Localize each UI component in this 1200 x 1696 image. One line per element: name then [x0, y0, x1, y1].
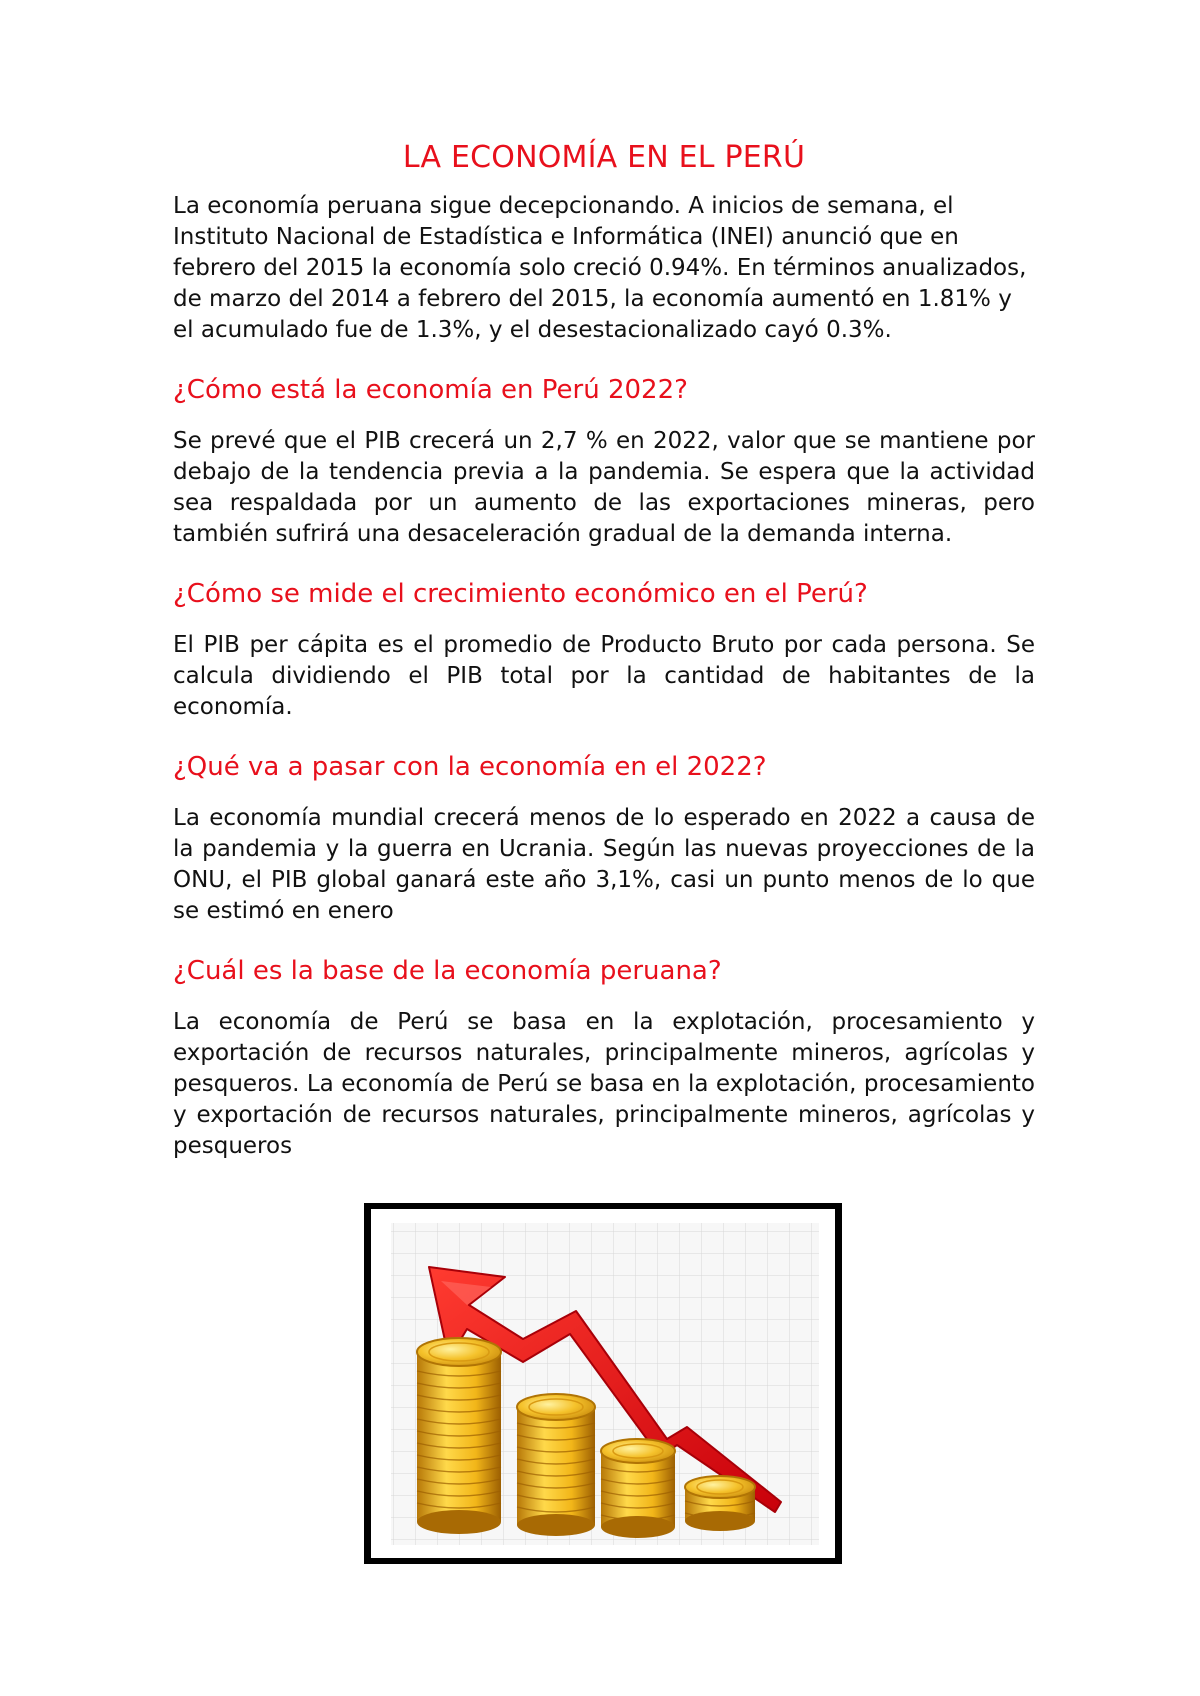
- section-body-base-economia: La economía de Perú se basa en la explotación, procesamiento y exportación de recursos naturales, principalmente mineros, agrícolas y pesqueros. La economía de Perú se basa en la explotación, procesamiento y exportación de recursos naturales, principalmente mineros, agrícolas y pesqueros: [173, 1009, 1035, 1159]
- coin-stack-large-icon: [417, 1338, 501, 1534]
- coin-stack-tiny-icon: [685, 1476, 755, 1531]
- section-body-economia-2022: Se prevé que el PIB crecerá un 2,7 % en 2022, valor que se mantiene por debajo de la tendencia previa a la pandemia. Se espera que la actividad sea respaldada por un aumento de las exportaciones mineras, pero también sufrirá una desaceleración gradual de la demanda interna.: [173, 428, 1035, 547]
- coins-arrow-illustration-icon: [371, 1209, 835, 1558]
- section-heading-base-economia: ¿Cuál es la base de la economía peruana?: [173, 956, 722, 986]
- illustration-frame: [364, 1203, 842, 1564]
- document-title: LA ECONOMÍA EN EL PERÚ: [402, 140, 806, 175]
- section-heading-crecimiento: ¿Cómo se mide el crecimiento económico en el Perú?: [173, 579, 868, 609]
- intro-paragraph: La economía peruana sigue decepcionando. A inicios de semana, el Instituto Nacional de Estadística e Informática (INEI) anunció que en febrero del 2015 la economía solo creció 0.94%. En términos anualizados, de marzo del 2014 a febrero del 2015, la economía aumentó en 1.81% y el acumulado fue de 1.3%, y el desestacionalizado cayó 0.3%.: [173, 193, 1027, 343]
- coin-stack-medium-icon: [517, 1394, 595, 1536]
- section-heading-futuro-2022: ¿Qué va a pasar con la economía en el 2022?: [173, 752, 767, 782]
- coin-stack-small-icon: [601, 1439, 675, 1538]
- illustration-canvas: [371, 1209, 835, 1558]
- section-heading-economia-2022: ¿Cómo está la economía en Perú 2022?: [173, 375, 688, 405]
- section-body-crecimiento: El PIB per cápita es el promedio de Producto Bruto por cada persona. Se calcula dividiendo el PIB total por la cantidad de habitantes de la economía.: [173, 632, 1035, 720]
- document-page: [173, 140, 1035, 1162]
- section-body-futuro-2022: La economía mundial crecerá menos de lo esperado en 2022 a causa de la pandemia y la guerra en Ucrania. Según las nuevas proyecciones de la ONU, el PIB global ganará este año 3,1%, casi un punto menos de lo que se estimó en enero: [173, 805, 1035, 924]
